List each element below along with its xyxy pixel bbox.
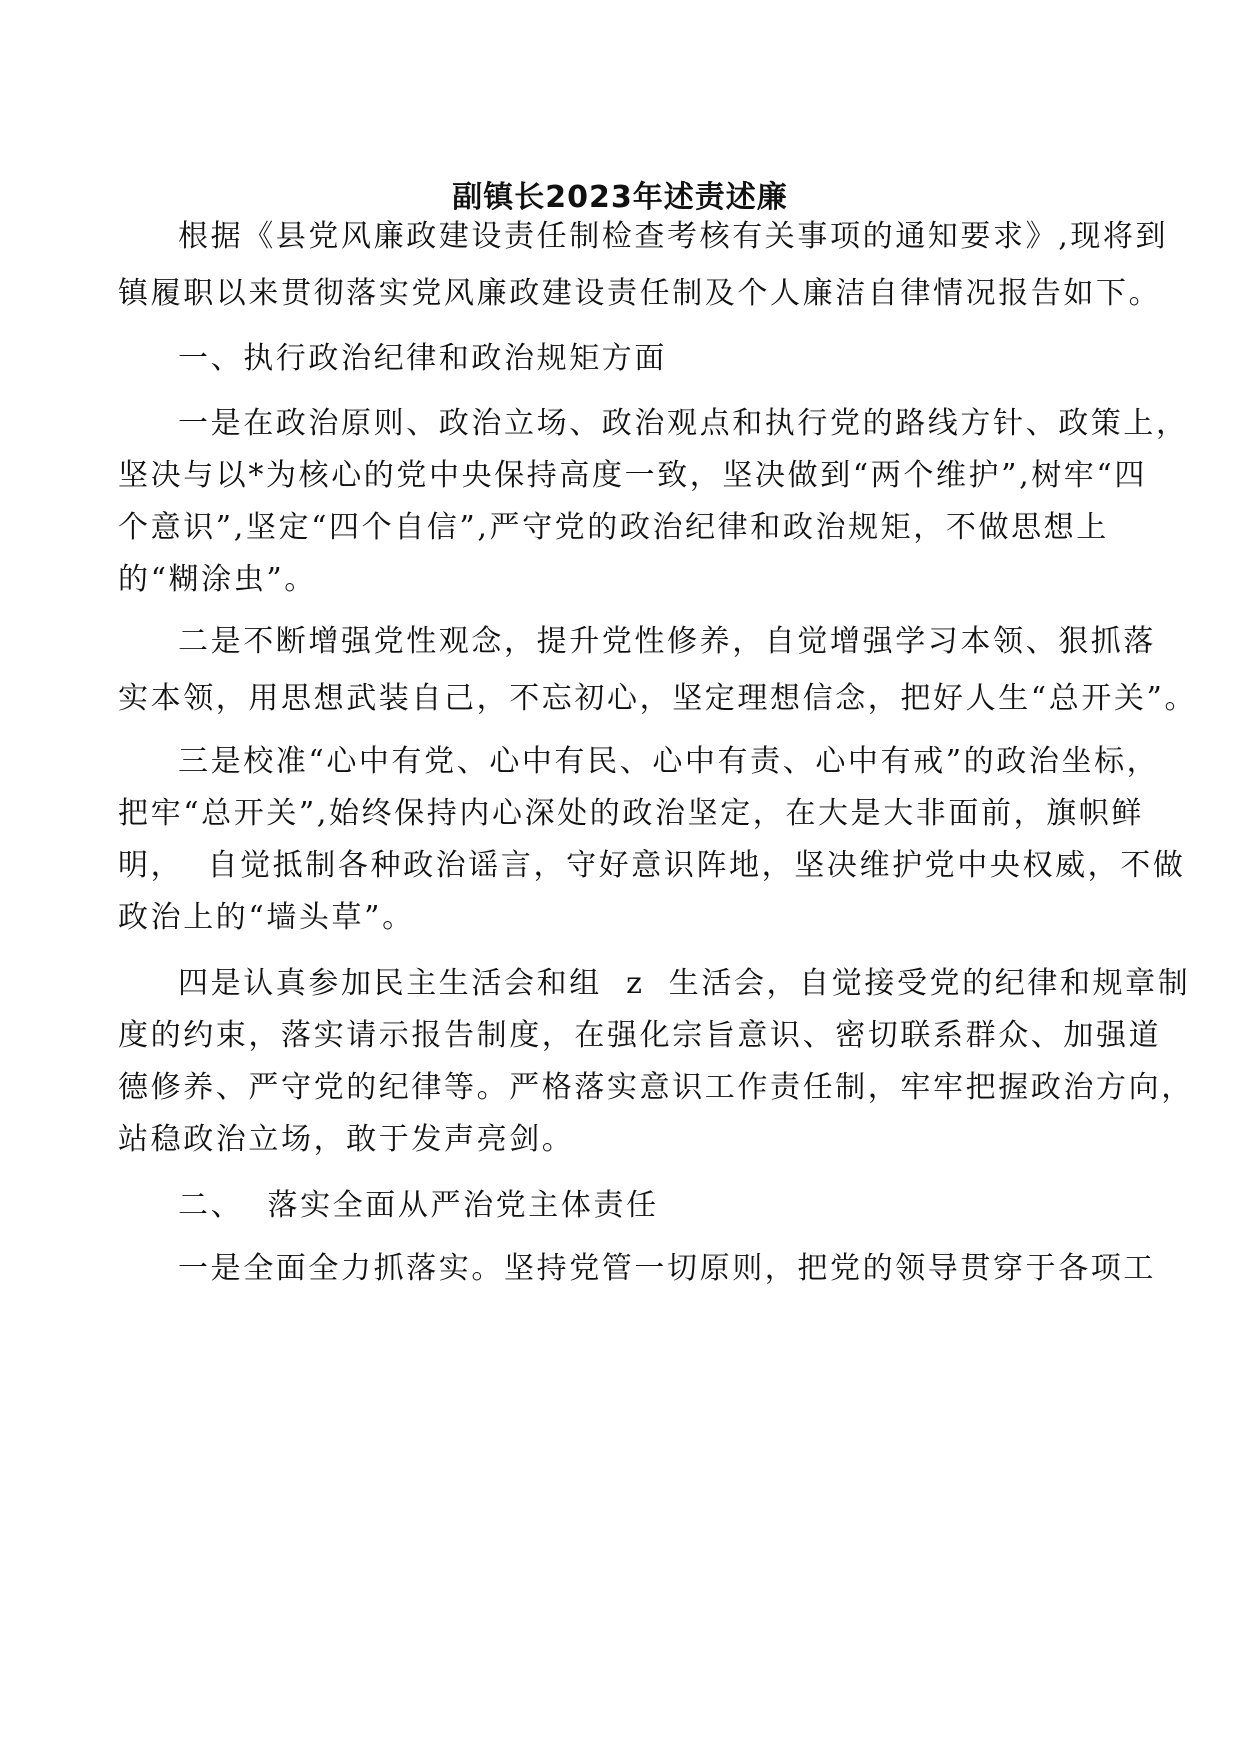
paragraph-line: 一是在政治原则、政治立场、政治观点和执行党的路线方针、政策上， bbox=[178, 406, 1189, 441]
paragraph-line: 明， 自觉抵制各种政治谣言，守好意识阵地，坚决维护党中央权威，不做 bbox=[118, 848, 1186, 883]
paragraph-line: 实本领，用思想武装自己，不忘初心，坚定理想信念，把好人生“总开关”。 bbox=[118, 681, 1198, 716]
paragraph-line: 度的约束，落实请示报告制度，在强化宗旨意识、密切联系群众、加强道 bbox=[118, 1018, 1162, 1053]
paragraph-line: 站稳政治立场，敢于发声亮剑。 bbox=[118, 1122, 575, 1157]
section-heading: 二、 落实全面从严治党主体责任 bbox=[178, 1188, 659, 1223]
paragraph-line: 镇履职以来贯彻落实党风廉政建设责任制及个人廉洁自律情况报告如下。 bbox=[118, 276, 1162, 311]
paragraph-line: 四是认真参加民主生活会和组 z 生活会，自觉接受党的纪律和规章制 bbox=[178, 966, 1191, 1001]
document-title: 副镇长2023年述责述廉 bbox=[452, 180, 788, 215]
paragraph-line: 个意识”,坚定“四个自信”,严守党的政治纪律和政治规矩，不做思想上 bbox=[118, 510, 1109, 545]
section-heading: 一、执行政治纪律和政治规矩方面 bbox=[178, 341, 667, 376]
paragraph-line: 三是校准“心中有党、心中有民、心中有责、心中有戒”的政治坐标， bbox=[178, 744, 1160, 779]
paragraph-line: 坚决与以*为核心的党中央保持高度一致，坚决做到“两个维护”,树牢“四 bbox=[118, 458, 1147, 493]
paragraph-line: 的“糊涂虫”。 bbox=[118, 562, 317, 597]
paragraph-line: 把牢“总开关”,始终保持内心深处的政治坚定，在大是大非面前，旗帜鲜 bbox=[118, 796, 1145, 831]
paragraph-line: 一是全面全力抓落实。坚持党管一切原则，把党的领导贯穿于各项工 bbox=[178, 1251, 1156, 1286]
paragraph-line: 二是不断增强党性观念，提升党性修养，自觉增强学习本领、狠抓落 bbox=[178, 624, 1156, 659]
paragraph-line: 根据《县党风廉政建设责任制检查考核有关事项的通知要求》,现将到 bbox=[178, 219, 1169, 254]
paragraph-line: 政治上的“墙头草”。 bbox=[118, 900, 415, 935]
paragraph-line: 德修养、严守党的纪律等。严格落实意识工作责任制，牢牢把握政治方向， bbox=[118, 1070, 1194, 1105]
